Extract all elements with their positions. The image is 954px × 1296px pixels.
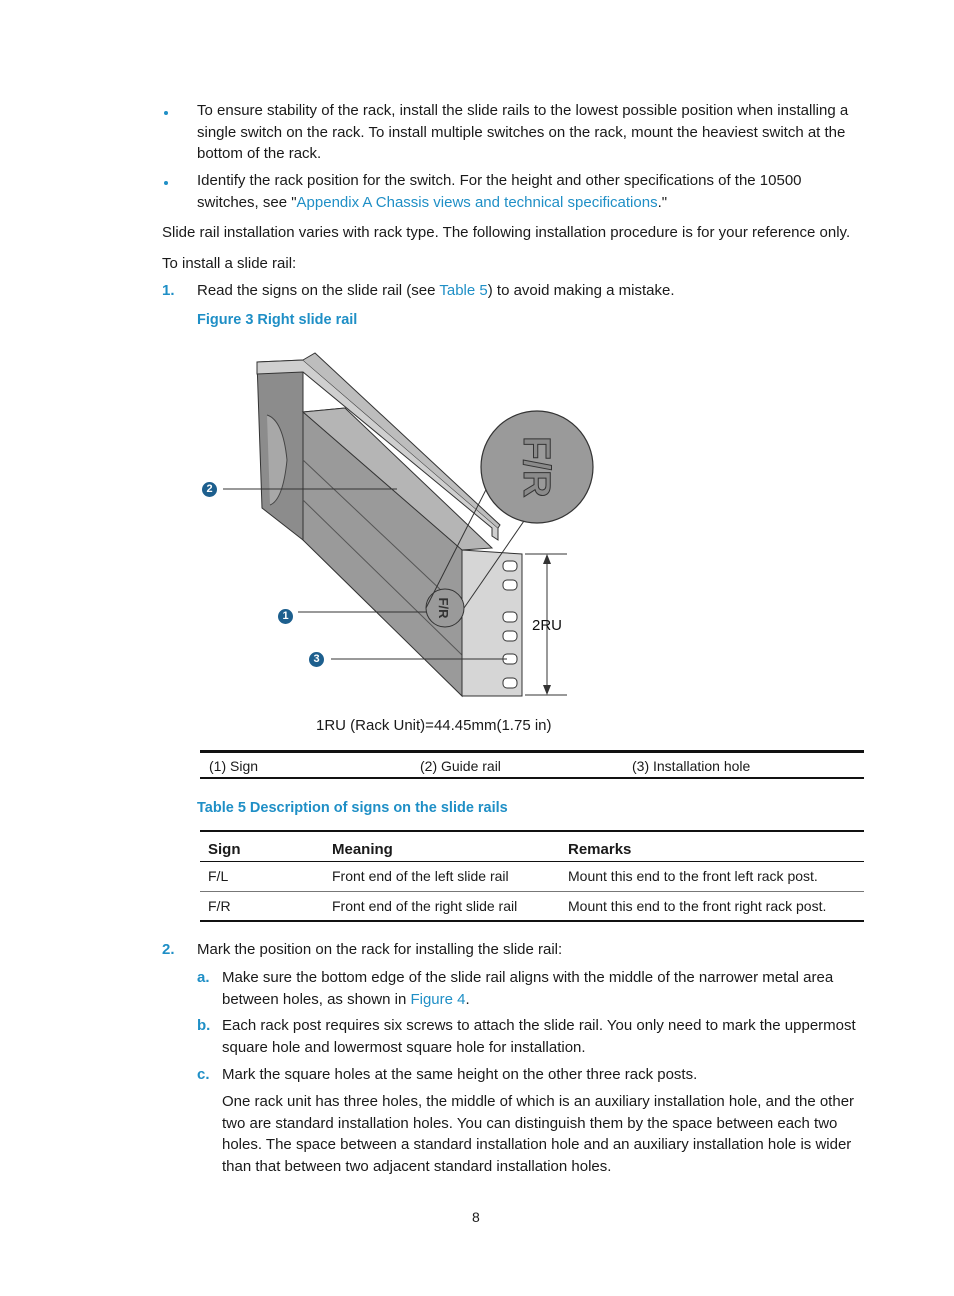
zoom-sign-label: F/R xyxy=(515,436,557,498)
table5-link[interactable]: Table 5 xyxy=(439,282,488,299)
bullet-dot xyxy=(164,111,168,115)
step-1-text: Read the signs on the slide rail (see Table 5) to avoid making a mistake. xyxy=(197,282,675,299)
bullet-dot xyxy=(164,181,168,185)
appendix-link[interactable]: Appendix A Chassis views and technical specifications xyxy=(296,193,658,211)
legend-top-rule xyxy=(200,750,864,753)
figure-caption: Figure 3 Right slide rail xyxy=(197,312,358,328)
legend-bottom-rule xyxy=(200,777,864,779)
step-2-number: 2. xyxy=(162,941,175,958)
step-1-number: 1. xyxy=(162,282,175,299)
header-sign: Sign xyxy=(208,840,241,858)
cell-remarks: Mount this end to the front left rack post. xyxy=(568,868,818,884)
table-row xyxy=(200,861,864,891)
rack-unit-note: 1RU (Rack Unit)=44.45mm(1.75 in) xyxy=(316,717,552,734)
substep-b-text: Each rack post requires six screws to attach the slide rail. You only need to mark the uppermost square hole and lowermost square hole for installation. xyxy=(222,1017,856,1056)
para-variation: Slide rail installation varies with rack type. The following installation procedure is for your reference only. xyxy=(162,224,851,241)
substep-b-label: b. xyxy=(197,1017,211,1034)
cell-sign: F/L xyxy=(208,868,229,884)
front-flange xyxy=(462,550,522,696)
callout-1: 1 xyxy=(278,609,293,624)
page-number: 8 xyxy=(472,1209,480,1225)
signs-table xyxy=(200,830,864,922)
callout-2: 2 xyxy=(202,482,217,497)
header-remarks: Remarks xyxy=(568,840,632,858)
substep-a-text: Make sure the bottom edge of the slide rail aligns with the middle of the narrower metal area between holes, as shown in Figure 4. xyxy=(222,969,834,1008)
bullet-stability: To ensure stability of the rack, install the slide rails to the lowest possible position when installing a single switch on the rack. To install multiple switches on the rack, mount the heaviest switch at the bottom of the rack. xyxy=(197,102,849,162)
para-intro: To install a slide rail: xyxy=(162,255,297,272)
legend-item-guide-rail: (2) Guide rail xyxy=(420,758,501,774)
step-2-text: Mark the position on the rack for installing the slide rail: xyxy=(197,941,563,958)
cell-meaning: Front end of the right slide rail xyxy=(332,897,518,914)
cell-meaning: Front end of the left slide rail xyxy=(332,868,509,884)
bullet-rack-position: Identify the rack position for the switch. For the height and other specifications of the 10500 switches, see "Appendix A Chassis views and technical specifications." xyxy=(197,172,802,211)
ru-label: 2RU xyxy=(532,617,563,634)
legend-item-hole: (3) Installation hole xyxy=(632,758,751,774)
table-row xyxy=(200,891,864,921)
slide-rail-figure xyxy=(195,350,655,700)
substep-c-label: c. xyxy=(197,1066,210,1083)
table-caption: Table 5 Description of signs on the slide rails xyxy=(197,800,508,816)
substep-a-label: a. xyxy=(197,969,210,986)
small-sign-label: F/R xyxy=(436,597,451,619)
header-meaning: Meaning xyxy=(332,840,393,858)
rack-unit-explanation: One rack unit has three holes, the middle of which is an auxiliary installation hole, and the other two are standard installation holes. You can distinguish them by the space between each two holes. The space between a standard installation hole and an auxiliary installation hole is wider than that between two adjacent standard installation holes. xyxy=(222,1093,855,1175)
cell-remarks: Mount this end to the front right rack post. xyxy=(568,897,827,914)
legend-item-sign: (1) Sign xyxy=(209,758,259,774)
substep-c-text: Mark the square holes at the same height on the other three rack posts. xyxy=(222,1066,698,1083)
figure4-link[interactable]: Figure 4 xyxy=(410,990,466,1008)
callout-3: 3 xyxy=(309,652,324,667)
cell-sign: F/R xyxy=(208,897,231,914)
table-header-row xyxy=(200,831,864,861)
